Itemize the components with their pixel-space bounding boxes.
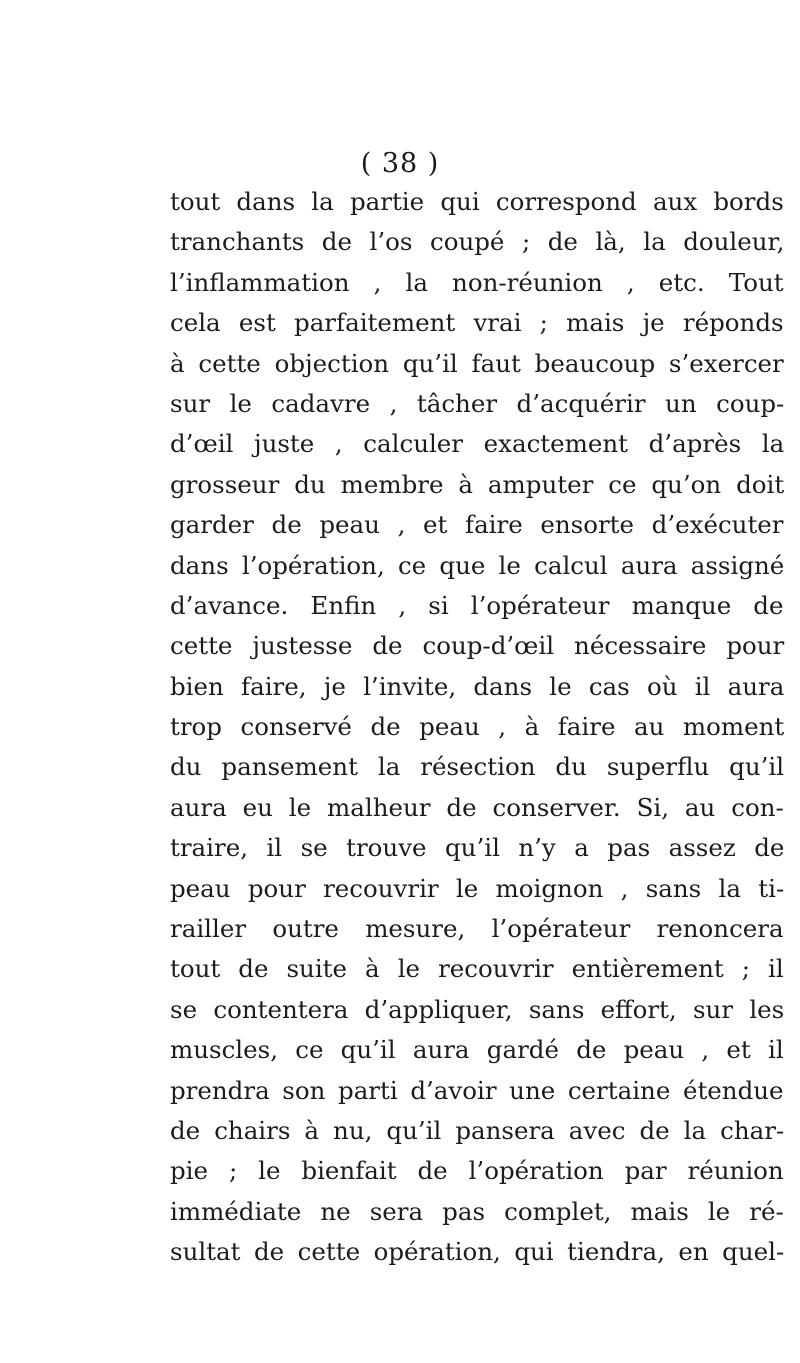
text-line: sur le cadavre , tâcher d’acquérir un coup- xyxy=(170,388,785,418)
text-line: dans l’opération, ce que le calcul aura assigné xyxy=(170,550,785,580)
text-line: d’œil juste , calculer exactement d’après la xyxy=(170,429,785,459)
text-line: l’inflammation , la non-réunion , etc. Tout xyxy=(170,267,784,297)
text-line: tout de suite à le recouvrir entièrement ; il xyxy=(170,954,784,984)
text-line: tout dans la partie qui correspond aux bords xyxy=(170,187,784,216)
text-line: cela est parfaitement vrai ; mais je réponds xyxy=(170,308,784,338)
text-line: cette justesse de coup-d’œil nécessaire pour xyxy=(170,631,785,661)
body-text xyxy=(170,182,800,1273)
text-line: de chairs à nu, qu’il pansera avec de la char- xyxy=(170,1115,785,1145)
page-number: ( 38 ) xyxy=(360,148,440,179)
text-line: peau pour recouvrir le moignon , sans la ti- xyxy=(170,873,785,903)
text-line: sultat de cette opération, qui tiendra, en quel- xyxy=(170,1237,785,1267)
text-line: bien faire, je l’invite, dans le cas où il aura xyxy=(170,671,785,701)
text-line: garder de peau , et faire ensorte d’exécuter xyxy=(170,510,784,540)
text-line: railler outre mesure, l’opérateur renoncera xyxy=(170,914,784,944)
text-line: grosseur du membre à amputer ce qu’on doit xyxy=(170,469,785,499)
text-line: tranchants de l’os coupé ; de là, la douleur, xyxy=(170,227,785,257)
text-line: à cette objection qu’il faut beaucoup s’exercer xyxy=(170,348,784,378)
text-line: du pansement la résection du superflu qu’il xyxy=(170,752,785,782)
text-line: aura eu le malheur de conserver. Si, au con- xyxy=(170,792,784,822)
text-line: se contentera d’appliquer, sans effort, sur les xyxy=(170,994,785,1024)
text-line: muscles, ce qu’il aura gardé de peau , et il xyxy=(170,1035,784,1065)
text-line: trop conservé de peau , à faire au moment xyxy=(170,712,785,742)
text-line: d’avance. Enfin , si l’opérateur manque de xyxy=(170,590,784,620)
text-line: pie ; le bienfait de l’opération par réunion xyxy=(170,1156,784,1186)
text-line: immédiate ne sera pas complet, mais le ré- xyxy=(170,1196,784,1226)
text-line: prendra son parti d’avoir une certaine étendue xyxy=(170,1075,784,1105)
text-line: traire, il se trouve qu’il n’y a pas assez de xyxy=(170,833,785,863)
